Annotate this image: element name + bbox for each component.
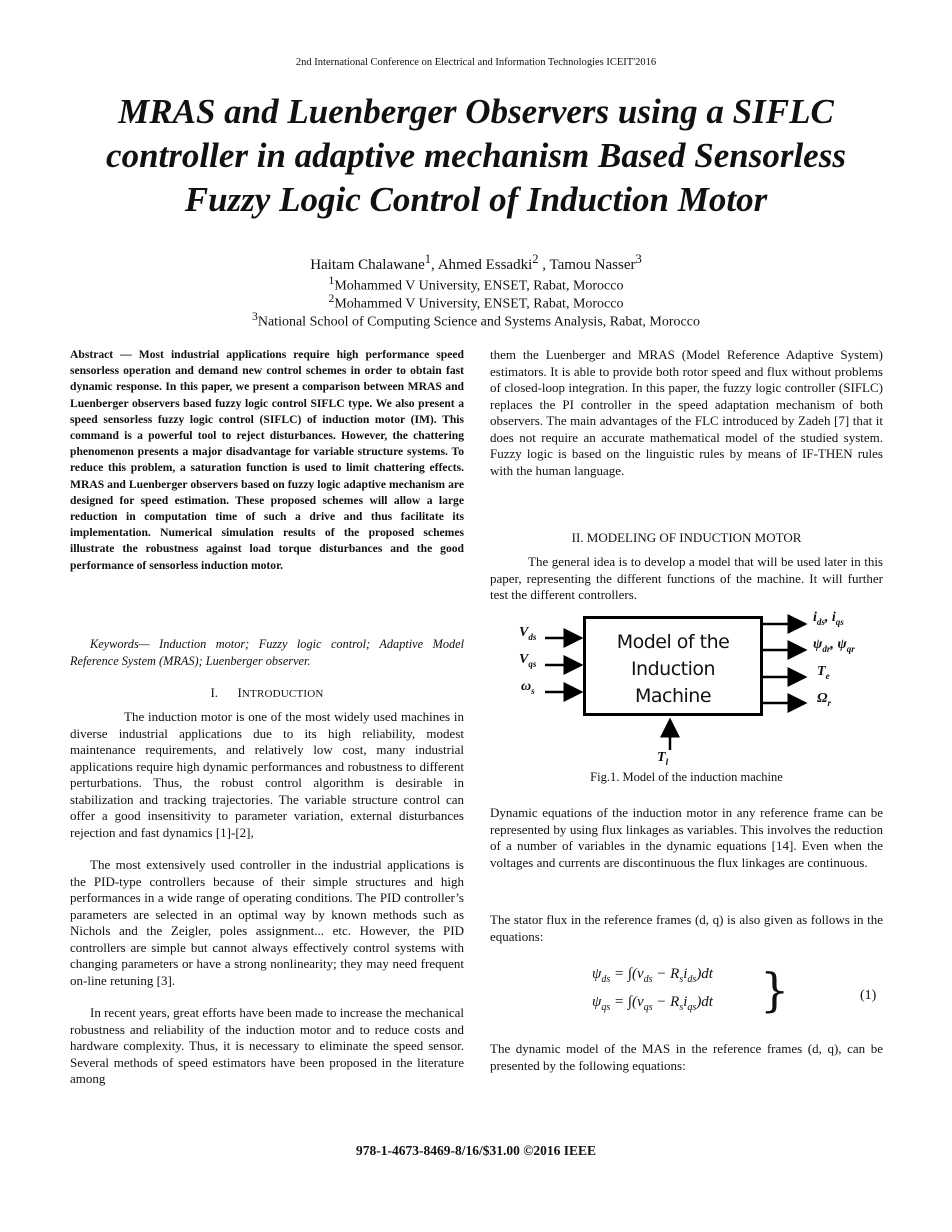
load-torque-label: $T_l$ xyxy=(657,750,669,767)
output-label-currents: $i_{ds}$, $i_{qs}$ xyxy=(813,610,844,627)
paragraph: In recent years, great efforts have been made to increase the mechanical robustness and reliability of the induction motor and to reduce costs and hardware complexity. Thus, it is necessary to eliminate the speed sensor. Several methods of speed estimators have been proposed in the literature among xyxy=(70,1005,464,1086)
paper-title xyxy=(40,90,912,222)
intro-heading: I. INTRODUCTION xyxy=(210,685,324,700)
input-label-ws: $\omega_s$ xyxy=(521,679,535,696)
title-line: MRAS and Luenberger Observers using a SIFLC xyxy=(118,92,834,131)
figure-caption: Fig.1. Model of the induction machine xyxy=(590,770,783,784)
title-line: controller in adaptive mechanism Based Sensorless xyxy=(106,136,846,175)
output-label-flux: $\psi_{dr}$, $\psi_{qr}$ xyxy=(813,637,855,654)
author-name: , Tamou Nasser xyxy=(538,257,636,273)
author-list xyxy=(0,252,952,274)
paragraph: The general idea is to develop a model that will be used later in this paper, representing the different functions of the machine. It will further test the different controllers. xyxy=(490,554,883,602)
author-sup: 2 xyxy=(532,252,539,266)
author-name: Haitam Chalawane xyxy=(310,257,425,273)
equation-line-2: $\psi_{qs} = \int(v_{qs} - R_si_{qs})dt$ xyxy=(592,994,713,1013)
paragraph: Dynamic equations of the induction motor in any reference frame can be represented by using flux linkages as variables. This involves the reduction of a number of variables in the dynamic equations [14]. Even when the voltages and currents are discontinuous the flux linkages are continuous. xyxy=(490,805,883,870)
author-sup: 3 xyxy=(635,252,642,266)
paragraph: them the Luenberger and MRAS (Model Reference Adaptive System) estimators. It is able to provide both rotor speed and flux without problems of closed-loop integration. In this paper, the fuzzy logic controller (SIFLC) replaces the PI controller in the speed adaptation mechanism of both observers. The main advantages of the FLC introduced by Zadeh [7] that it does not require an accurate mathematical model of the studied system. Fuzzy logic is based on the linguistic rules by means of IF-THEN rules with the human language. xyxy=(490,347,883,478)
abstract: Abstract — Most industrial applications require high performance speed sensorless operation and demand new control schemes in order to obtain fast dynamic response. In this paper, we present a comparison between MRAS and Luenberger observers based fuzzy logic control SIFLC type. We also present a speed sensorless fuzzy logic control (SIFLC) of induction motor (IM). This command is a powerful tool to reject disturbances. However, the chattering phenomenon presents a major disadvantage for variable structure systems. To reduce this problem, a saturation function is used to limit chattering effects. MRAS and Luenberger observers based on fuzzy logic adaptive mechanism are designed for speed estimation. These proposed schemes will allow a large reduction in computation time of such a drive and thus facilitate its implementation. Numerical simulation results of the proposed schemes illustrate the robustness against load torque disturbances and the good performance of sensorless induction motor. xyxy=(70,348,464,572)
affiliation: $^3$National School of Computing Science and Systems Analysis, Rabat, Morocco xyxy=(252,310,700,330)
keywords: Keywords— Induction motor; Fuzzy logic control; Adaptive Model Reference System (MRAS); Luenberger observer. xyxy=(70,637,464,668)
paragraph: The dynamic model of the MAS in the reference frames (d, q), can be presented by the following equations: xyxy=(490,1041,883,1073)
author-name: , Ahmed Essadki xyxy=(431,257,533,273)
equation-line-1: $\psi_{ds} = \int(v_{ds} - R_si_{ds})dt$ xyxy=(592,966,713,985)
conference-header: 2nd International Conference on Electrical and Information Technologies ICEIT'2016 xyxy=(295,57,657,68)
affiliation: $^2$Mohammed V University, ENSET, Rabat, Morocco xyxy=(328,292,624,312)
author-sup: 1 xyxy=(424,252,432,266)
machine-block: Model of the Induction Machine xyxy=(583,616,763,716)
paragraph: The stator flux in the reference frames (d, q) is also given as follows in the equations: xyxy=(490,912,883,944)
output-label-speed: $\Omega_r$ xyxy=(817,691,831,708)
paragraph: The induction motor is one of the most widely used machines in diverse industrial applications due to its high reliability, modest maintenance requirements, and relatively low cost, many industrial applications require high dynamic performances and robustness to different perturbations. Thus, the robust control algorithm is desirable in stabilization and tracking trajectories. The variable structure control can offer a good insensitivity to parameter variation, external disturbances rejection and fast dynamics [1]-[2], xyxy=(70,709,464,840)
affiliation: $^1$Mohammed V University, ENSET, Rabat, Morocco xyxy=(328,274,624,294)
paragraph: The most extensively used controller in the industrial applications is the PID-type controllers because of their simple structures and high performances in a wide range of operating conditions. The PID controller’s parameters are selected in an optimal way by known methods such as Nichols and the Zeigler, poles assignment... etc. However, the PID controllers are simple but cannot always effectively control systems with changing parameters or have a strong nonlinearity; they may need frequent on-line retuning [3]. xyxy=(70,857,464,988)
equation-brace: } xyxy=(760,963,790,1017)
intro-body xyxy=(70,709,464,1088)
output-label-torque: $T_e$ xyxy=(817,664,830,681)
input-label-vqs: $V_{qs}$ xyxy=(519,652,537,669)
title-line: Fuzzy Logic Control of Induction Motor xyxy=(184,180,768,219)
copyright-footer: 978-1-4673-8469-8/16/$31.00 ©2016 IEEE xyxy=(356,1143,596,1158)
section-heading: II. MODELING OF INDUCTION MOTOR xyxy=(571,530,802,545)
equation-number: (1) xyxy=(860,988,877,1003)
input-label-vds: $V_{ds}$ xyxy=(519,625,537,642)
induction-machine-diagram xyxy=(505,610,885,780)
